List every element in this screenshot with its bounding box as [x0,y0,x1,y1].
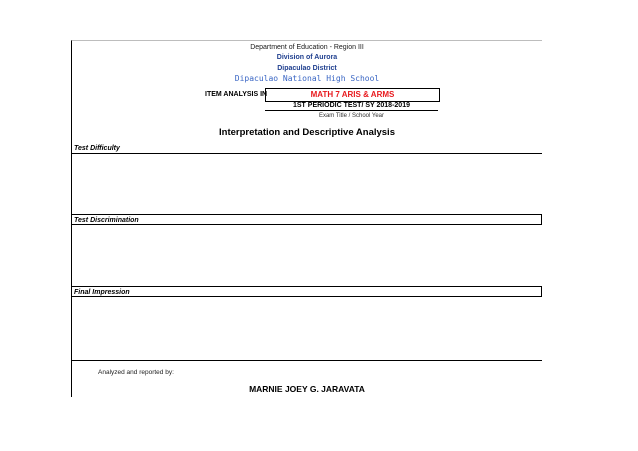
subject-field[interactable]: MATH 7 ARIS & ARMS [265,88,440,102]
district-line: Dipaculao District [277,65,337,72]
report-title: Interpretation and Descriptive Analysis [219,127,395,138]
exam-title-caption: Exam Title / School Year [318,113,385,119]
section-test-discrimination: Test Discrimination [72,214,542,225]
section-final-impression: Final Impression [72,286,542,297]
signer-name: MARNIE JOEY G. JARAVATA [249,384,365,394]
division-line: Division of Aurora [276,54,338,61]
divider [72,360,542,361]
analyzed-by-label: Analyzed and reported by: [98,369,174,376]
department-line: Department of Education - Region III [250,44,364,51]
item-analysis-label: ITEM ANALYSIS IN [205,91,268,98]
exam-title: 1ST PERIODIC TEST/ SY 2018-2019 [265,102,438,111]
school-name: Dipaculao National High School [234,74,380,83]
report-sheet [71,40,542,397]
section-test-difficulty: Test Difficulty [72,143,542,154]
